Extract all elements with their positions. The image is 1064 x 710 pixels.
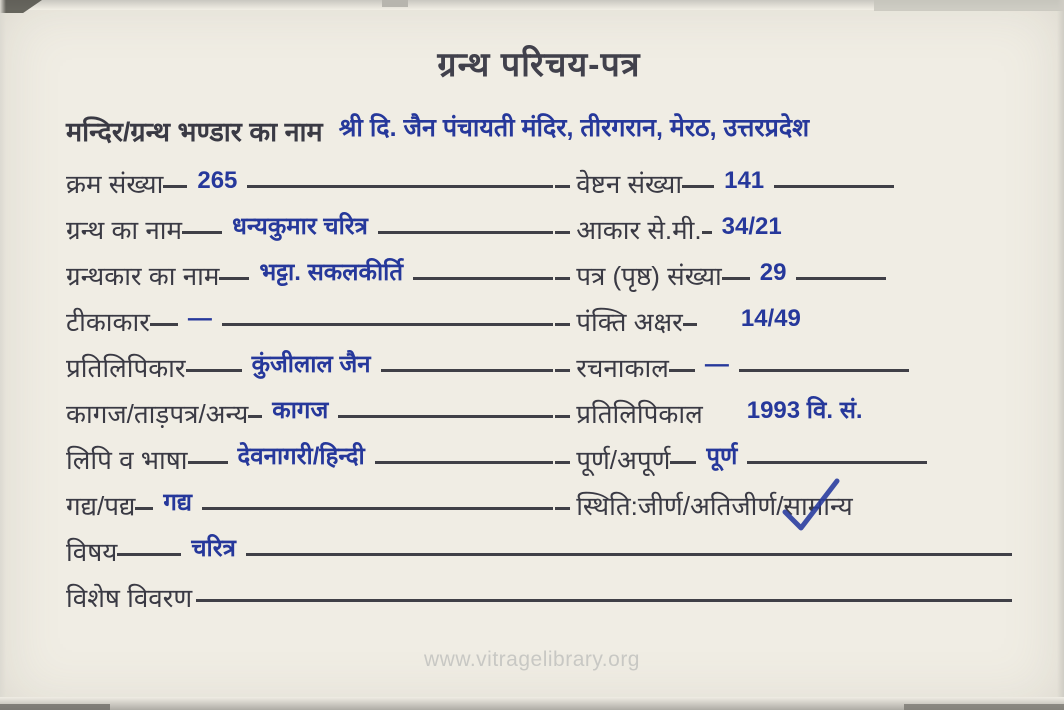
field-label: ग्रन्थकार का नाम xyxy=(66,261,220,292)
field-row-complete-incomplete xyxy=(555,430,1012,476)
rule-line xyxy=(150,323,178,326)
field-row-composition-date xyxy=(555,338,1012,384)
header-field-row xyxy=(66,104,1012,148)
field-value: पूर्ण xyxy=(706,443,738,470)
rule-line xyxy=(202,507,553,510)
rule-line xyxy=(163,185,187,188)
scan-artifact xyxy=(874,0,1064,11)
field-label: विषय xyxy=(66,537,118,568)
rule-line xyxy=(375,461,553,464)
rule-line xyxy=(747,461,927,464)
field-label: आकार से.मी. xyxy=(576,215,702,246)
rule-line xyxy=(247,185,553,188)
rule-line xyxy=(555,323,570,326)
field-value: 34/21 xyxy=(721,213,782,240)
field-value: कुंजीलाल जैन xyxy=(251,351,371,378)
card-content xyxy=(66,40,1012,614)
field-label: लिपि व भाषा xyxy=(66,445,188,476)
rule-line xyxy=(669,369,695,372)
rule-line xyxy=(117,553,181,556)
rule-line xyxy=(219,277,249,280)
field-value: 141 xyxy=(724,167,765,194)
field-row-script-language xyxy=(66,430,553,476)
rule-line xyxy=(796,277,886,280)
rule-line xyxy=(739,369,909,372)
checked-option-text: सामान्य xyxy=(783,491,853,522)
fields-column-right xyxy=(555,154,1012,522)
field-row-subject xyxy=(66,522,1012,568)
field-row-condition xyxy=(555,476,1012,522)
field-row-prose-verse xyxy=(66,476,553,522)
rule-line xyxy=(248,415,262,418)
field-row-material xyxy=(66,384,553,430)
field-label: स्थिति:जीर्ण/अतिजीर्ण/ xyxy=(576,491,784,522)
rule-line xyxy=(196,599,1012,602)
rule-line xyxy=(555,369,570,372)
field-value: भट्टा. सकलकीर्ति xyxy=(259,259,404,286)
scan-artifact xyxy=(0,704,110,710)
field-row-bundle-number xyxy=(555,154,1012,200)
rule-line xyxy=(555,507,570,510)
rule-line xyxy=(182,231,222,234)
rule-line xyxy=(682,185,714,188)
field-value: 14/49 xyxy=(740,305,801,332)
field-label: टीकाकार xyxy=(66,307,150,338)
rule-line xyxy=(555,277,570,280)
field-row-serial-number xyxy=(66,154,553,200)
rule-line xyxy=(246,553,1012,556)
field-label: पत्र (पृष्ठ) संख्या xyxy=(576,261,722,292)
field-label: प्रतिलिपिकाल xyxy=(576,399,703,430)
field-row-size-cm xyxy=(555,200,1012,246)
field-label: पूर्ण/अपूर्ण xyxy=(576,445,671,476)
field-label: प्रतिलिपिकार xyxy=(66,353,186,384)
rule-line xyxy=(670,461,696,464)
temple-name-value: श्री दि. जैन पंचायती मंदिर, तीरगरान, मेरठ, उत्तरप्रदेश xyxy=(338,114,810,142)
field-row-author-name xyxy=(66,246,553,292)
field-row-book-name xyxy=(66,200,553,246)
watermark-text: www.vitragelibrary.org xyxy=(423,648,640,671)
temple-name-label: मन्दिर/ग्रन्थ भण्डार का नाम xyxy=(66,116,323,147)
field-row-special-details xyxy=(66,568,1012,614)
scan-artifact xyxy=(1057,0,1064,710)
scan-artifact xyxy=(0,0,6,710)
rule-line xyxy=(186,369,242,372)
field-row-lines-letters xyxy=(555,292,1012,338)
field-value-dash: — xyxy=(704,351,729,378)
field-row-page-count xyxy=(555,246,1012,292)
condition-checked-option xyxy=(783,492,852,522)
field-row-copy-date xyxy=(555,384,1012,430)
rule-line xyxy=(378,231,553,234)
rule-line xyxy=(683,323,697,326)
field-value-dash: — xyxy=(187,305,212,332)
scan-artifact xyxy=(382,0,408,7)
rule-line xyxy=(722,277,750,280)
field-value: चरित्र xyxy=(191,535,236,562)
field-row-copyist xyxy=(66,338,553,384)
fields-grid xyxy=(66,154,1012,522)
field-label: रचनाकाल xyxy=(576,353,669,384)
field-value: धन्यकुमार चरित्र xyxy=(232,213,368,240)
rule-line xyxy=(555,461,570,464)
field-label: ग्रन्थ का नाम xyxy=(66,215,183,246)
field-label: वेष्टन संख्या xyxy=(576,169,683,200)
field-value: कागज xyxy=(272,397,329,424)
rule-line xyxy=(774,185,894,188)
field-value: 1993 वि. सं. xyxy=(746,397,863,424)
field-value: गद्य xyxy=(163,489,193,516)
field-label: पंक्ति अक्षर xyxy=(576,307,683,338)
field-label: गद्य/पद्य xyxy=(66,491,136,522)
field-label: विशेष विवरण xyxy=(66,583,193,614)
rule-line xyxy=(135,507,153,510)
field-row-commentator xyxy=(66,292,553,338)
rule-line xyxy=(381,369,554,372)
rule-line xyxy=(413,277,553,280)
scan-artifact xyxy=(904,704,1064,710)
rule-line xyxy=(555,231,570,234)
field-value: 29 xyxy=(759,259,787,286)
field-label: कागज/ताड़पत्र/अन्य xyxy=(66,399,249,430)
rule-line xyxy=(338,415,553,418)
rule-line xyxy=(222,323,553,326)
rule-line xyxy=(555,185,570,188)
rule-line xyxy=(555,415,570,418)
field-label: क्रम संख्या xyxy=(66,169,164,200)
rule-line xyxy=(702,231,712,234)
field-value: 265 xyxy=(197,167,238,194)
field-value: देवनागरी/हिन्दी xyxy=(237,443,365,470)
rule-line xyxy=(188,461,228,464)
page-title: ग्रन्थ परिचय-पत्र xyxy=(437,46,641,84)
fields-column-left xyxy=(66,154,555,522)
